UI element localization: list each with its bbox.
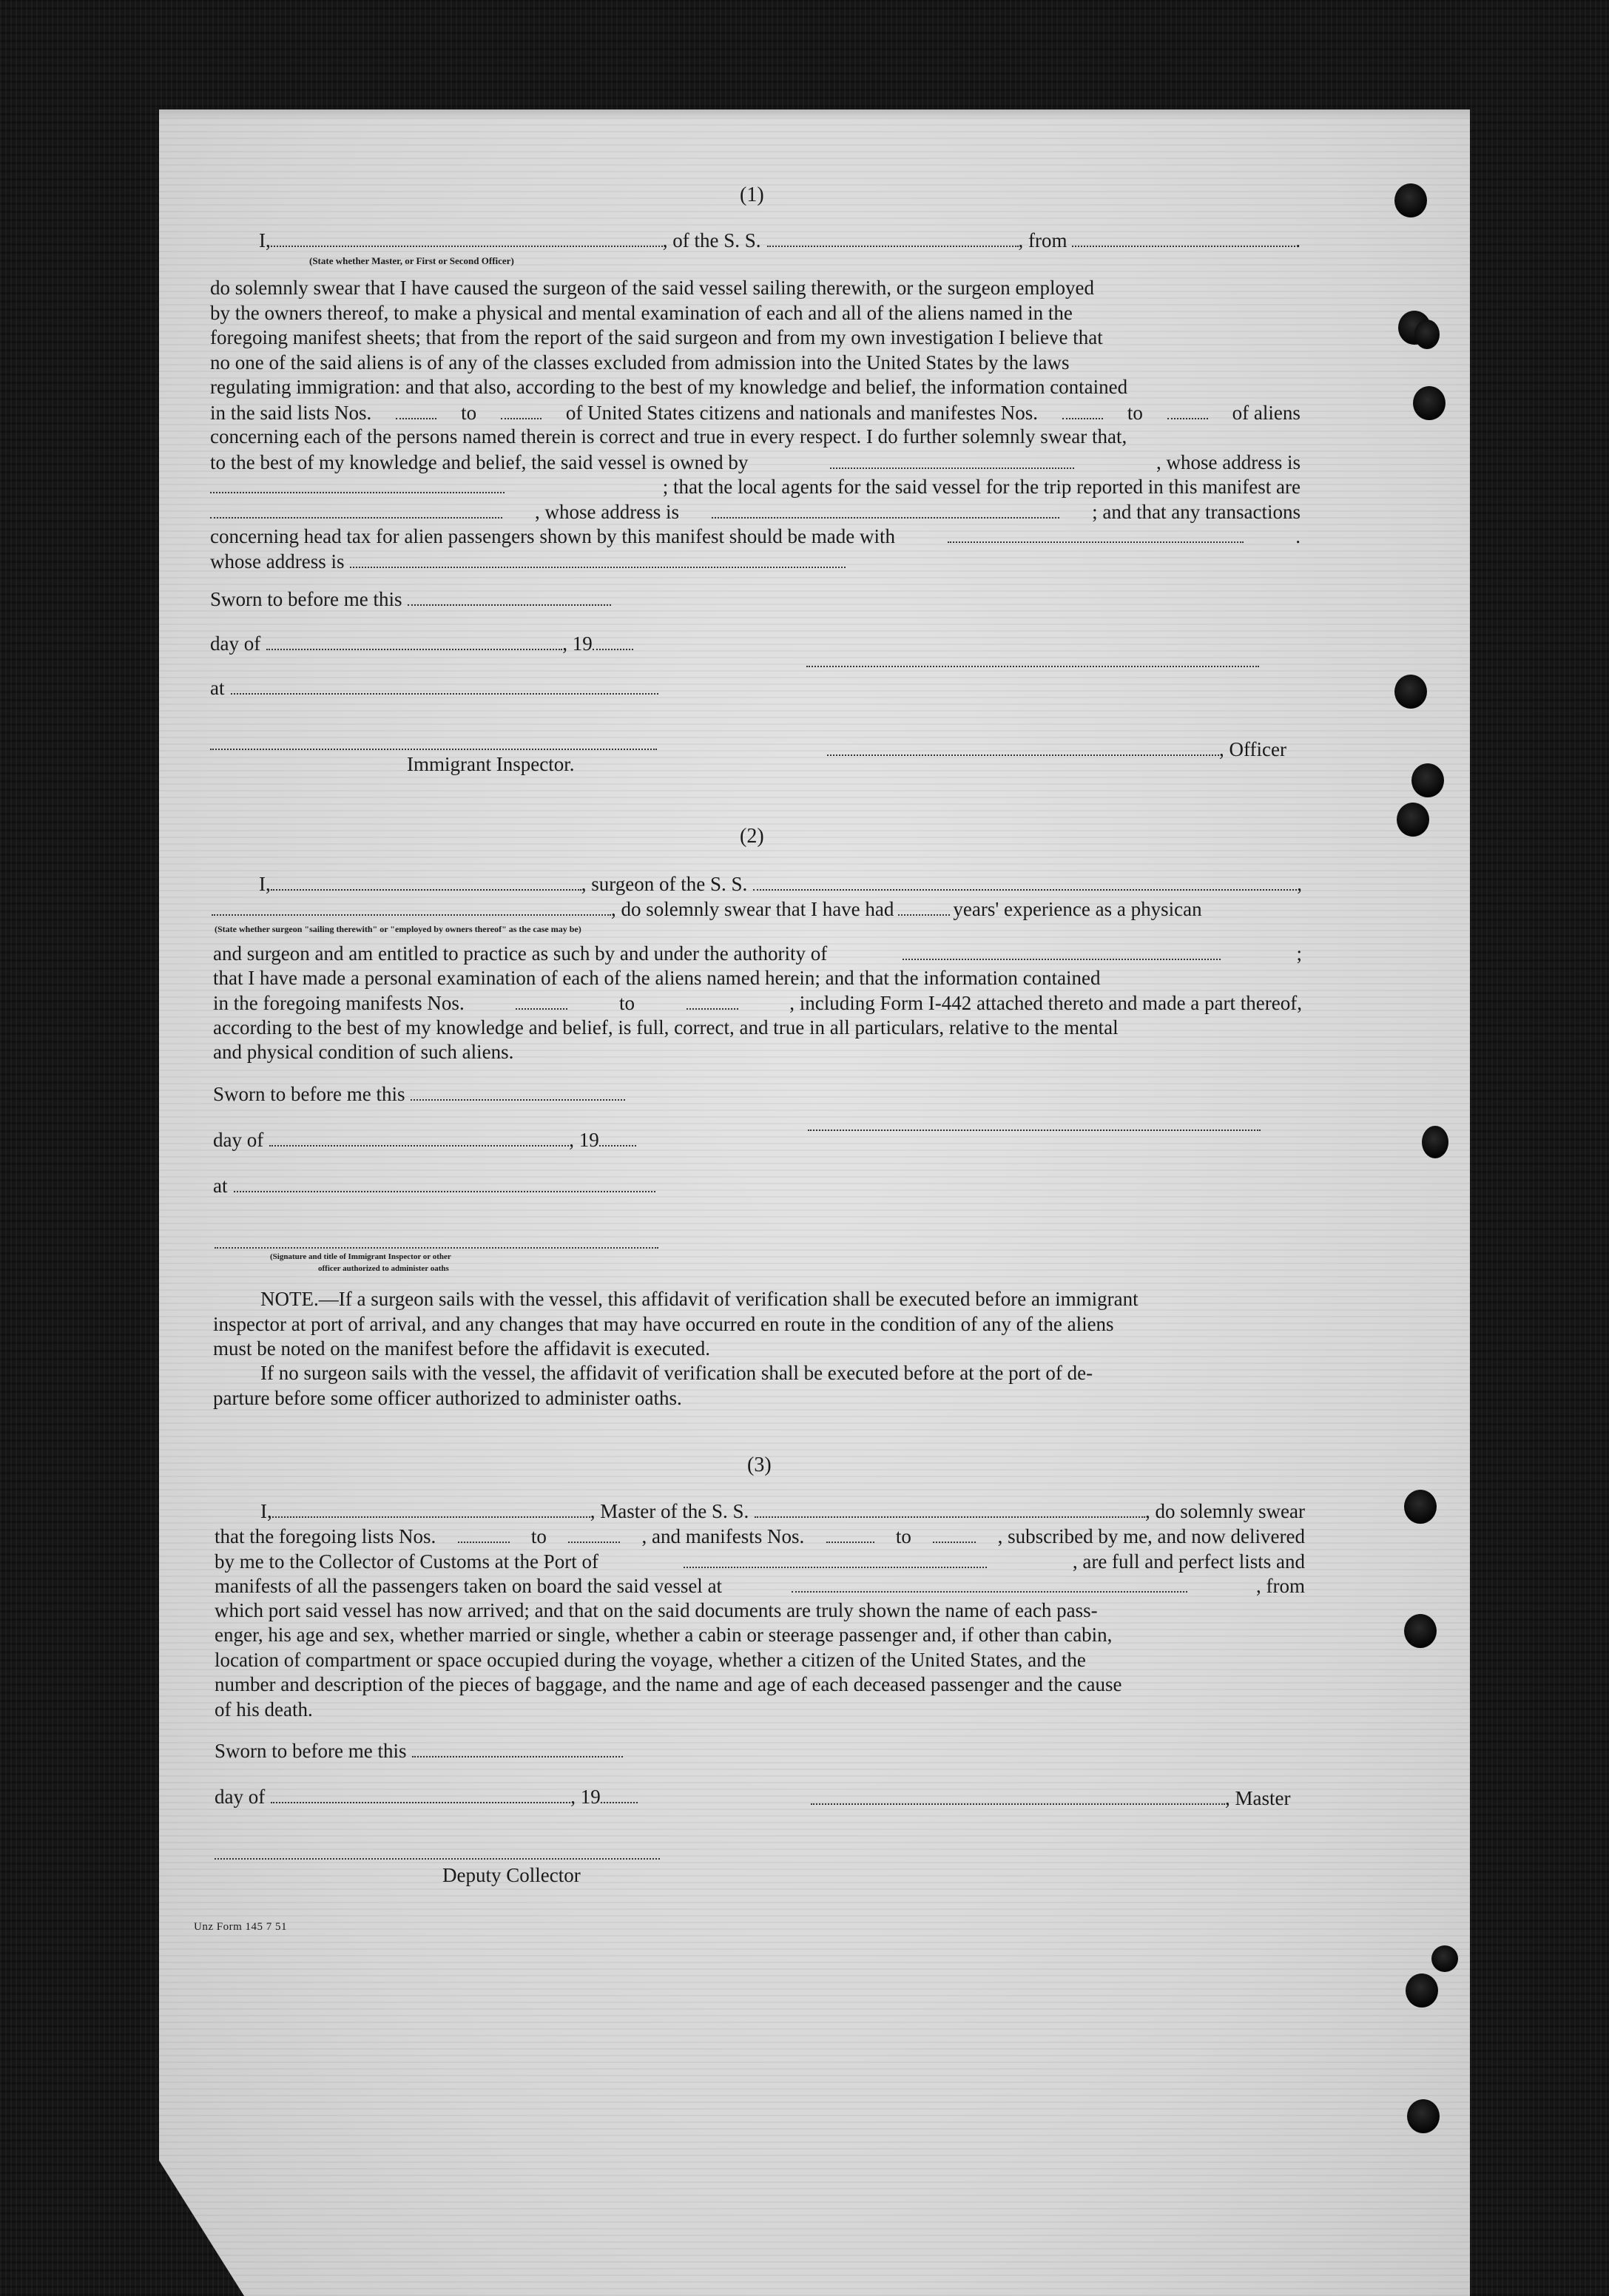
text: I, — [259, 229, 271, 252]
text-row: manifests of all the passengers taken on board the said vessel at , from — [215, 1573, 1305, 1598]
binder-hole — [1413, 386, 1446, 420]
sworn-month-field[interactable] — [266, 631, 562, 650]
text-row: concerning each of the persons named therein is correct and true in every respect. I do further solemnly swear that, — [210, 425, 1127, 448]
surgeon-vessel-field[interactable] — [753, 871, 1297, 891]
section-2-first-line: I, , surgeon of the S. S. , — [259, 871, 1302, 896]
surgeon-status-note: (State whether surgeon "sailing therewith" or "employed by owners thereof" as the case may be) — [215, 924, 581, 934]
citizen-list-from-field[interactable] — [396, 400, 436, 419]
day-of-line: day of , 19 — [210, 631, 633, 655]
section-3-affidavit — [215, 1524, 1305, 1722]
text-row: that the foregoing lists Nos. to , and manifests Nos. to , subscribed by me, and now delivered — [215, 1524, 1305, 1549]
section-1-affidavit — [210, 276, 1301, 573]
day-of-line: day of , 19 — [215, 1784, 638, 1809]
text-row: do solemnly swear that I have caused the surgeon of the said vessel sailing therewith, or the surgeon employed — [210, 277, 1094, 299]
section-2-number: (2) — [740, 825, 764, 848]
alien-manifest-to-field[interactable] — [1167, 400, 1208, 419]
master-vessel-field[interactable] — [755, 1499, 1145, 1518]
practice-authority-field[interactable] — [903, 941, 1221, 960]
note-no-surgeon — [213, 1361, 1302, 1411]
vessel-owner-field[interactable] — [830, 450, 1074, 469]
binder-hole — [1431, 1945, 1458, 1972]
customs-port-field[interactable] — [684, 1549, 987, 1568]
sworn-date-field[interactable] — [411, 1081, 625, 1101]
departure-port-field[interactable] — [1072, 228, 1296, 247]
text-row: must be noted on the manifest before the affidavit is executed. — [213, 1337, 711, 1360]
signature-title-note: (Signature and title of Immigrant Inspector or other — [270, 1252, 451, 1261]
sworn-place-field[interactable] — [234, 1173, 655, 1192]
text-row: and surgeon and am entitled to practice as such by and under the authority of ; — [213, 941, 1302, 966]
sworn-year-field[interactable] — [593, 631, 633, 650]
surgeon-status-field[interactable] — [212, 897, 611, 916]
alien-manifest-from-field[interactable] — [1062, 400, 1103, 419]
owner-address-field[interactable] — [210, 474, 505, 493]
binder-hole — [1407, 2099, 1440, 2133]
text-row: by the owners thereof, to make a physical and mental examination of each and all of the aliens named in the — [210, 301, 1073, 324]
text-row: of his death. — [215, 1698, 313, 1721]
master-name-field[interactable] — [272, 1499, 590, 1518]
inspector-signature-line — [215, 1247, 658, 1249]
text-row: concerning head tax for alien passengers shown by this manifest should be made with . — [210, 524, 1301, 549]
sworn-line: Sworn to before me this — [215, 1738, 623, 1763]
text: , from — [1018, 229, 1067, 252]
sworn-line: Sworn to before me this — [210, 587, 611, 611]
signature-line — [806, 666, 1259, 667]
binder-hole — [1422, 1126, 1448, 1158]
sworn-month-field[interactable] — [271, 1784, 570, 1803]
boarding-port-field[interactable] — [792, 1573, 1187, 1593]
master-signature-line: , Master — [811, 1786, 1290, 1810]
binder-hole — [1397, 803, 1429, 837]
years-experience-field[interactable] — [898, 897, 950, 916]
text-row: inspector at port of arrival, and any changes that may have occurred en route in the condition of any of the aliens — [213, 1312, 1114, 1335]
text: . — [1295, 229, 1301, 252]
collector-signature-line — [215, 1858, 660, 1860]
lists-from-field[interactable] — [458, 1524, 510, 1543]
sworn-month-field[interactable] — [269, 1127, 569, 1147]
sworn-date-field[interactable] — [408, 587, 611, 606]
local-agents-field[interactable] — [210, 499, 502, 519]
manifests-from-field[interactable] — [826, 1524, 874, 1543]
binder-hole — [1394, 183, 1427, 217]
text-row: enger, his age and sex, whether married or single, whether a cabin or steerage passenger and, if other than cabin, — [215, 1624, 1113, 1646]
vessel-name-field[interactable] — [767, 228, 1019, 247]
signature-title-note: officer authorized to administer oaths — [318, 1264, 449, 1273]
text-row: foregoing manifest sheets; that from the report of the said surgeon and from my own investigation I believe that — [210, 326, 1103, 348]
head-tax-contact-field[interactable] — [948, 524, 1244, 543]
citizen-list-to-field[interactable] — [501, 400, 542, 419]
section-2-second-line: , do solemnly swear that I have had years' experience as a physican — [212, 897, 1302, 921]
officer-rank-note: (State whether Master, or First or Second Officer) — [309, 255, 514, 266]
text-row: If no surgeon sails with the vessel, the affidavit of verification shall be executed before at the port of de- — [260, 1362, 1093, 1384]
binder-hole — [1404, 1614, 1437, 1648]
at-line: at — [213, 1173, 655, 1198]
text-row: no one of the said aliens is of any of the classes excluded from admission into the United States by the laws — [210, 351, 1070, 374]
deputy-collector-label: Deputy Collector — [442, 1864, 581, 1886]
master-signature-field[interactable] — [811, 1786, 1225, 1805]
sworn-date-field[interactable] — [412, 1738, 623, 1758]
signature-line — [808, 1130, 1261, 1131]
at-line: at — [210, 675, 658, 700]
inspector-signature-line — [210, 749, 657, 750]
section-1-number: (1) — [740, 183, 764, 206]
text-row: number and description of the pieces of baggage, and the name and age of each deceased passenger and the cause — [215, 1673, 1122, 1695]
text-row: , whose address is ; and that any transactions — [210, 499, 1301, 524]
text-row: and physical condition of such aliens. — [213, 1041, 514, 1063]
binder-hole — [1414, 320, 1440, 349]
section-3-number: (3) — [747, 1453, 772, 1476]
sworn-line: Sworn to before me this — [213, 1081, 625, 1106]
officer-signature-field[interactable] — [827, 737, 1219, 756]
text-row: to the best of my knowledge and belief, the said vessel is owned by , whose address is — [210, 450, 1301, 475]
text-row: location of compartment or space occupied during the voyage, whether a citizen of the United States, and the — [215, 1648, 1086, 1671]
section-2-affidavit — [213, 941, 1302, 1065]
surgeon-name-field[interactable] — [271, 871, 581, 891]
text-row: which port said vessel has now arrived; and that on the said documents are truly shown the name of each pass- — [215, 1598, 1098, 1621]
officer-signature-line: , Officer — [827, 737, 1286, 761]
manifests-to-field[interactable] — [933, 1524, 976, 1543]
sworn-year-field[interactable] — [599, 1127, 636, 1147]
page-edge — [159, 109, 1470, 120]
text: , of the S. S. — [662, 229, 761, 252]
sworn-place-field[interactable] — [231, 675, 658, 695]
text-row: by me to the Collector of Customs at the Port of , are full and perfect lists and — [215, 1549, 1305, 1574]
text-row: that I have made a personal examination of each of the aliens named herein; and that the information contained — [213, 966, 1101, 989]
text-row: whose address is — [210, 549, 1301, 574]
binder-hole — [1406, 1973, 1438, 2008]
officer-name-field[interactable] — [271, 228, 663, 247]
form-number: Unz Form 145 7 51 — [194, 1921, 287, 1933]
manifest-to-field[interactable] — [687, 990, 738, 1010]
binder-hole — [1394, 675, 1427, 709]
text-row: NOTE.—If a surgeon sails with the vessel, this affidavit of verification shall be executed before an immigrant — [260, 1288, 1139, 1310]
text-row: in the foregoing manifests Nos. to , including Form I-442 attached thereto and made a part thereof, — [213, 990, 1302, 1016]
agents-address-field[interactable] — [712, 499, 1059, 519]
text-row: ; that the local agents for the said vessel for the trip reported in this manifest are — [210, 474, 1301, 499]
section-3-first-line: I, , Master of the S. S. , do solemnly swear — [260, 1499, 1305, 1523]
lists-to-field[interactable] — [568, 1524, 620, 1543]
head-tax-address-field[interactable] — [350, 549, 846, 568]
binder-hole — [1411, 763, 1444, 797]
text-row: parture before some officer authorized to administer oaths. — [213, 1386, 682, 1409]
day-of-line: day of , 19 — [213, 1127, 636, 1152]
sworn-year-field[interactable] — [601, 1784, 638, 1803]
section-1-first-line — [259, 228, 1301, 252]
binder-hole — [1404, 1490, 1437, 1524]
immigrant-inspector-label: Immigrant Inspector. — [407, 753, 575, 775]
text-row: according to the best of my knowledge and belief, is full, correct, and true in all particulars, relative to the mental — [213, 1016, 1119, 1039]
text-row: regulating immigration: and that also, according to the best of my knowledge and belief, the information contained — [210, 376, 1128, 398]
text-row: in the said lists Nos. to of United States citizens and nationals and manifestes Nos. to of aliens — [210, 400, 1301, 425]
note-surgeon-sails — [213, 1287, 1302, 1362]
manifest-from-field[interactable] — [516, 990, 567, 1010]
